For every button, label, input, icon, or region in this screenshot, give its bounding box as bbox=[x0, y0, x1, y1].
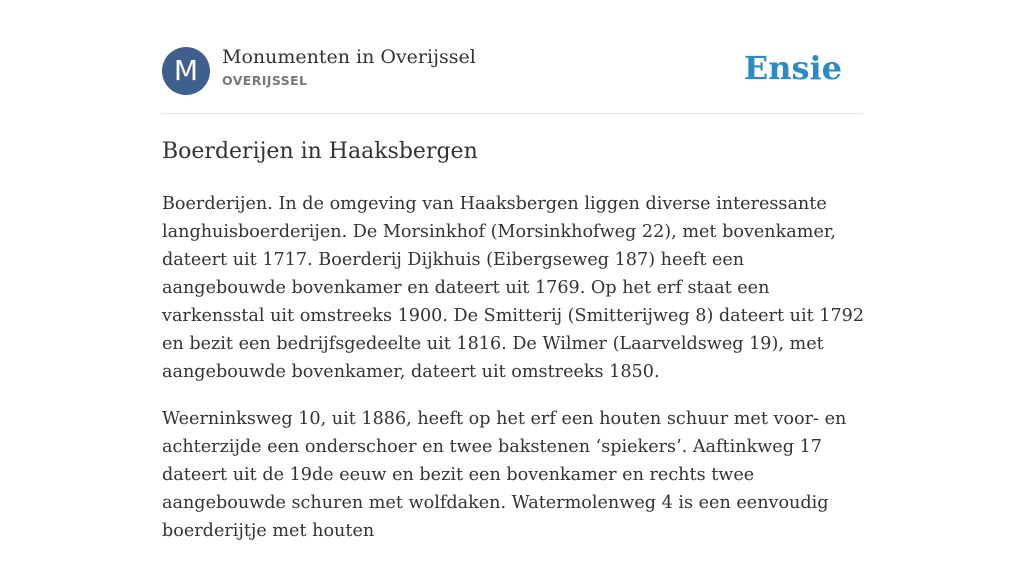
source-header bbox=[162, 47, 862, 95]
article-body bbox=[162, 190, 867, 564]
article-paragraph: Boerderijen. In de omgeving van Haaksbergen liggen diverse interessante langhuisboerderijen. De Morsinkhof (Morsinkhofweg 22), met bovenkamer, dateert uit 1717. Boerderij Dijkhuis (Eibergseweg 187) heeft een aangebouwde bovenkamer en dateert uit 1769. Op het erf staat een varkensstal uit omstreeks 1900. De Smitterij (Smitterijweg 8) dateert uit 1792 en bezit een bedrijfsgedeelte uit 1816. De Wilmer (Laarveldsweg 19), met aangebouwde bovenkamer, dateert uit omstreeks 1850. bbox=[162, 194, 865, 382]
avatar[interactable]: M bbox=[162, 47, 210, 95]
brand-logo[interactable]: Ensie bbox=[743, 49, 842, 87]
source-info bbox=[222, 47, 476, 88]
article-title: Boerderijen in Haaksbergen bbox=[162, 139, 478, 164]
source-title-link[interactable]: Monumenten in Overijssel bbox=[222, 46, 476, 68]
article-paragraph: Weerninksweg 10, uit 1886, heeft op het erf een houten schuur met voor- en achterzijde een onderschoer en twee bakstenen ‘spiekers’. Aaftinkweg 17 dateert uit de 19de eeuw en bezit een bovenkamer en rechts twee aangebouwde schuren met wolfdaken. Watermolenweg 4 is een eenvoudig boerderijtje met houten bbox=[162, 409, 847, 541]
source-subtitle: OVERIJSSEL bbox=[222, 73, 308, 88]
header-divider bbox=[162, 113, 862, 114]
